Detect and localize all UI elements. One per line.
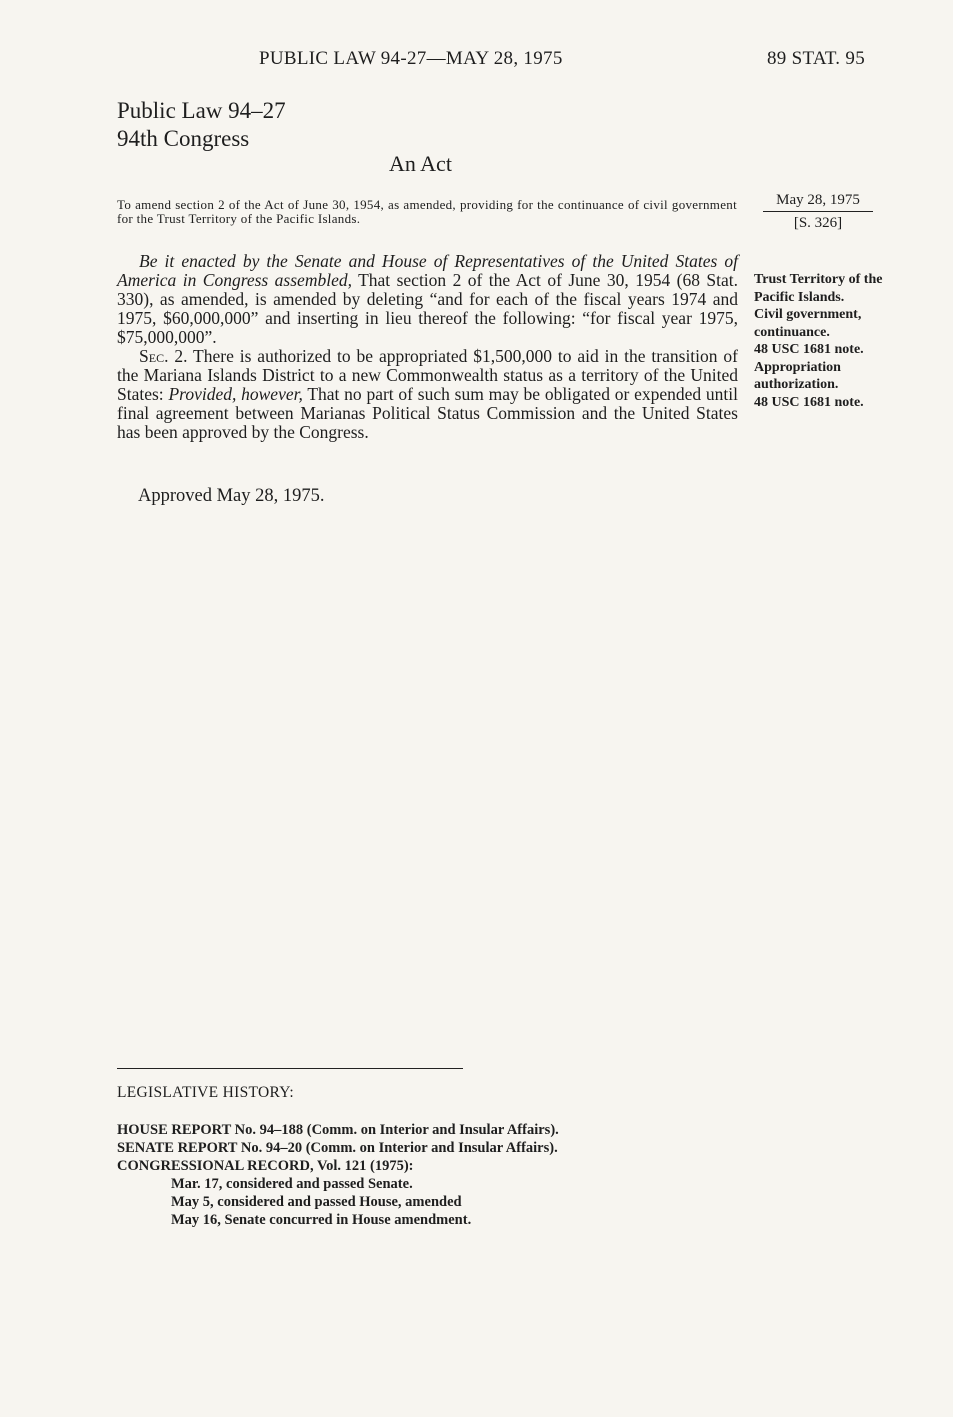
purpose-clause: To amend section 2 of the Act of June 30, 1954, as amended, providing for the continuance of civil government for the Trust Territory of the Pacific Islands. [117, 197, 737, 226]
act-body [117, 252, 738, 442]
congress-number: 94th Congress [117, 126, 250, 151]
legislative-history-heading: LEGISLATIVE HISTORY: [117, 1084, 294, 1101]
stat-reference: 89 STAT. 95 [767, 48, 866, 69]
enactment-date-box [763, 190, 873, 233]
running-title: PUBLIC LAW 94-27—MAY 28, 1975 [259, 48, 563, 69]
enacting-clause: Be it enacted by the Senate and House of Representatives of the United States of America in Congress assembled, [117, 251, 738, 290]
margin-note-trust-territory: Trust Territory of the Pacific Islands. [754, 272, 883, 305]
date-divider [763, 211, 873, 212]
margin-note-usc-1: 48 USC 1681 note. [754, 342, 864, 357]
enactment-date: May 28, 1975 [776, 192, 860, 208]
margin-note-civil-government: Civil government, continuance. [754, 307, 862, 340]
history-entry-house: May 5, considered and passed House, amended [171, 1194, 462, 1210]
margin-note-usc-2: 48 USC 1681 note. [754, 394, 864, 410]
congressional-record: CONGRESSIONAL RECORD, Vol. 121 (1975): [117, 1158, 414, 1174]
section-2-label: Sec. 2. [139, 346, 188, 366]
history-rule [117, 1068, 463, 1069]
approval-line: Approved May 28, 1975. [138, 486, 325, 506]
section-2 [117, 347, 738, 442]
margin-notes [754, 271, 894, 411]
section-2-text-a: There is authorized to be appropriated $1,500,000 to aid in the transition of the Mariana Islands District to a new Commonwealth status as a territory of the United States: [117, 346, 738, 404]
senate-report: SENATE REPORT No. 94–20 (Comm. on Interior and Insular Affairs). [117, 1140, 558, 1156]
legislative-history [117, 1121, 559, 1229]
act-title: An Act [389, 151, 452, 176]
section-1-text: That section 2 of the Act of June 30, 1954 (68 Stat. 330), as amended, is amended by deleting “and for each of the fiscal years 1974 and 1975, $60,000,000” and inserting in lieu thereof the following: “for fiscal year 1975, $75,000,000”. [117, 270, 738, 347]
history-entry-senate: Mar. 17, considered and passed Senate. [171, 1176, 413, 1192]
section-1 [117, 252, 738, 347]
house-report: HOUSE REPORT No. 94–188 (Comm. on Interior and Insular Affairs). [117, 1122, 559, 1138]
margin-note-appropriation: Appropriation authorization. [754, 359, 841, 392]
section-2-text-b: That no part of such sum may be obligated or expended until final agreement between Marianas Political Status Commission and the United States has been approved by the Congress. [117, 384, 739, 442]
history-entry-concurrence: May 16, Senate concurred in House amendment. [171, 1212, 472, 1228]
law-number: Public Law 94–27 [117, 98, 286, 123]
proviso: Provided, however, [168, 384, 303, 404]
bill-number: [S. 326] [793, 215, 843, 231]
